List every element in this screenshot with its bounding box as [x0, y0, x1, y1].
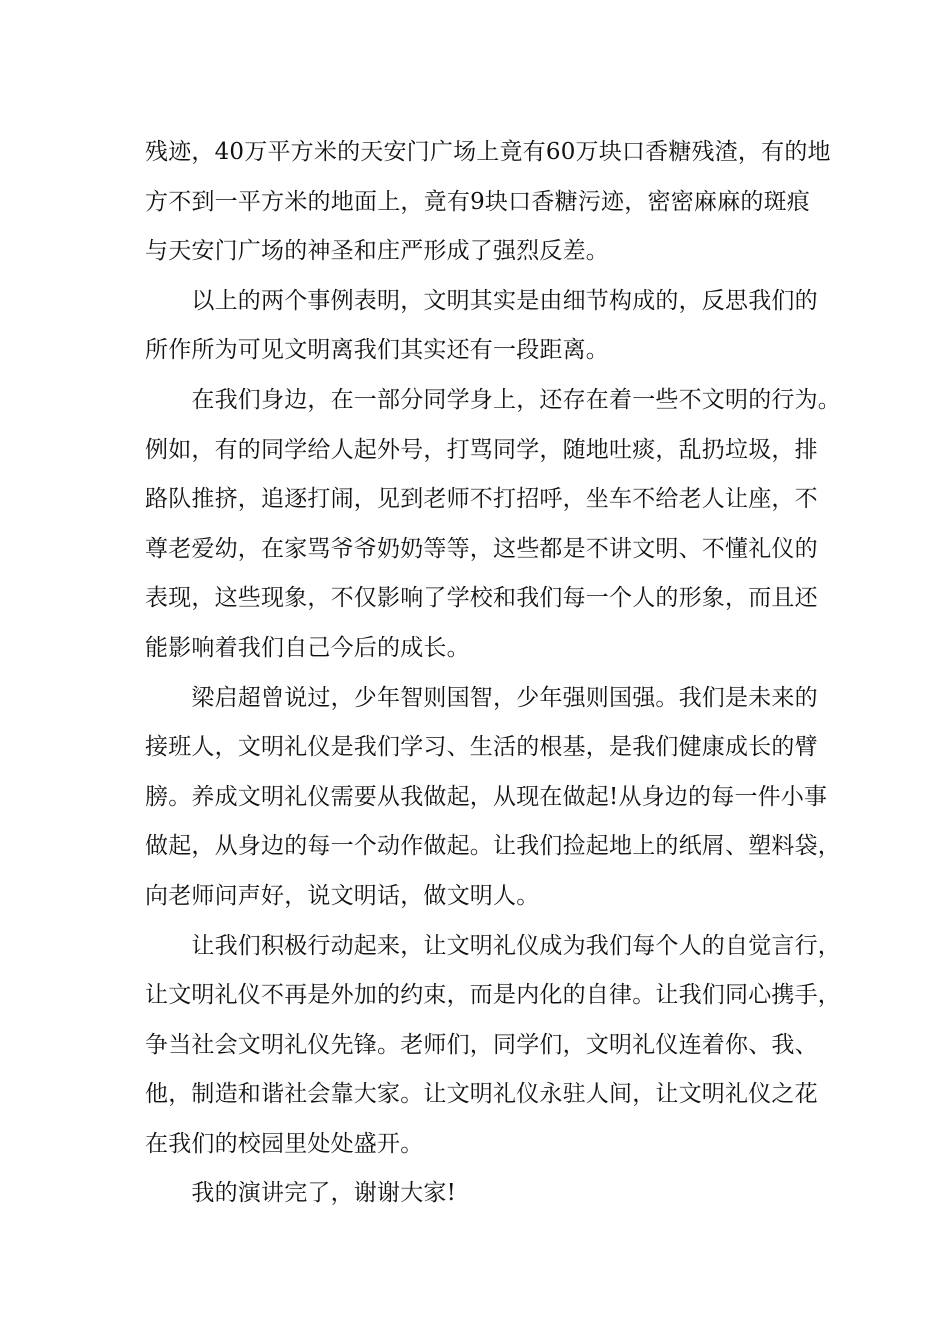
text-line: 能影响着我们自己今后的成长。 — [145, 634, 470, 661]
text-line: 与天安门广场的神圣和庄严形成了强烈反差。 — [145, 238, 609, 265]
paragraph — [145, 674, 841, 922]
paragraph — [145, 128, 831, 277]
text-line: 以上的两个事例表明，文明其实是由细节构成的，反思我们的 — [145, 287, 818, 314]
text-line: 路队推挤，追逐打闹，见到老师不打招呼，坐车不给老人让座，不 — [145, 486, 818, 513]
text-line: 在我们的校园里处处盛开。 — [145, 1130, 424, 1157]
text-line: 方不到一平方米的地面上，竟有9块口香糖污迹，密密麻麻的斑痕 — [145, 188, 810, 215]
text-line: 接班人，文明礼仪是我们学习、生活的根基，是我们健康成长的臂 — [145, 734, 818, 761]
text-line: 我的演讲完了，谢谢大家! — [145, 1180, 457, 1207]
paragraph — [145, 277, 818, 376]
text-line: 残迹，40万平方米的天安门广场上竟有60万块口香糖残渣，有的地 — [145, 139, 831, 165]
text-line: 在我们身边，在一部分同学身上，还存在着一些不文明的行为。 — [145, 386, 841, 413]
text-line: 他，制造和谐社会靠大家。让文明礼仪永驻人间，让文明礼仪之花 — [145, 1081, 818, 1108]
text-line: 做起，从身边的每一个动作做起。让我们捡起地上的纸屑、塑料袋， — [145, 833, 841, 860]
text-line: 让文明礼仪不再是外加的约束，而是内化的自律。让我们同心携手， — [145, 982, 841, 1009]
document-body — [145, 128, 841, 1219]
paragraph — [145, 922, 841, 1170]
text-line: 例如，有的同学给人起外号，打骂同学，随地吐痰，乱扔垃圾，排 — [145, 436, 818, 463]
paragraph — [145, 376, 841, 674]
paragraph — [145, 1169, 810, 1219]
text-line: 争当社会文明礼仪先锋。老师们，同学们，文明礼仪连着你、我、 — [145, 1031, 818, 1058]
text-line: 表现，这些现象，不仅影响了学校和我们每一个人的形象，而且还 — [145, 585, 818, 612]
text-line: 让我们积极行动起来，让文明礼仪成为我们每个人的自觉言行， — [145, 932, 841, 959]
text-line: 尊老爱幼，在家骂爷爷奶奶等等，这些都是不讲文明、不懂礼仪的 — [145, 535, 818, 562]
text-line: 所作所为可见文明离我们其实还有一段距离。 — [145, 337, 609, 364]
text-line: 梁启超曾说过，少年智则国智，少年强则国强。我们是未来的 — [145, 684, 818, 711]
text-line: 向老师问声好，说文明话，做文明人。 — [145, 882, 540, 909]
text-line: 膀。养成文明礼仪需要从我做起，从现在做起!从身边的每一件小事 — [145, 783, 828, 810]
